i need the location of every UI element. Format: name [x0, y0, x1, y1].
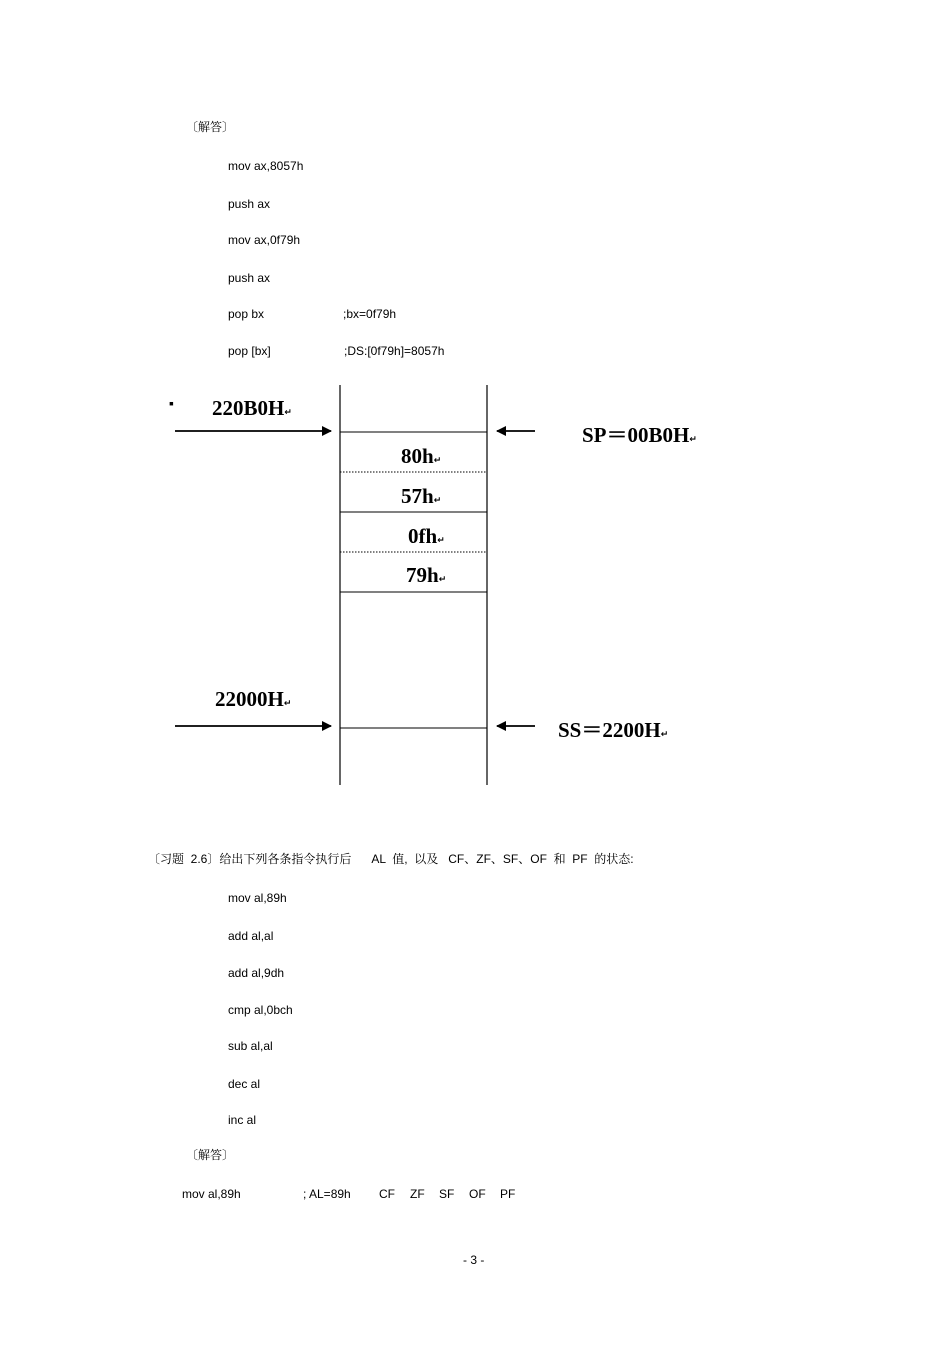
code-line: inc al	[228, 1113, 257, 1127]
code-line: dec al	[228, 1077, 261, 1091]
code-line: push ax	[228, 271, 271, 285]
code-line: cmp al,0bch	[228, 1003, 293, 1017]
flag-of: OF	[469, 1187, 486, 1201]
stack-cell-0fh: 0fh↵	[408, 524, 445, 548]
code-line: mov ax,8057h	[228, 159, 304, 173]
stack-cell-57h: 57h↵	[401, 484, 442, 508]
flag-cf: CF	[379, 1187, 395, 1201]
flag-pf: PF	[500, 1187, 516, 1201]
code-line: mov al,89h	[228, 891, 287, 905]
flag-sf: SF	[439, 1187, 455, 1201]
bullet-marker: ▪	[169, 395, 174, 411]
page-number: - 3 -	[463, 1253, 485, 1267]
code-comment: ;DS:[0f79h]=8057h	[344, 344, 445, 358]
stack-cell-80h: 80h↵	[401, 444, 442, 468]
answer-heading: 〔解答〕	[186, 1148, 235, 1162]
exercise-title: 〔习题 2.6〕给出下列各条指令执行后 AL 值, 以及 CF、ZF、SF、OF 和 PF 的状态:	[148, 852, 634, 866]
code-line: pop [bx]	[228, 344, 271, 358]
code-line: sub al,al	[228, 1039, 273, 1053]
code-line: add al,al	[228, 929, 274, 943]
code-comment: ;bx=0f79h	[343, 307, 397, 321]
answer-heading: 〔解答〕	[186, 120, 235, 134]
bottom-address-label: 22000H↵	[215, 687, 292, 711]
code-line: add al,9dh	[228, 966, 285, 980]
stack-cell-79h: 79h↵	[406, 563, 447, 587]
code-comment: ; AL=89h	[303, 1187, 351, 1201]
flag-zf: ZF	[410, 1187, 425, 1201]
ss-label: SS＝2200H↵	[558, 718, 669, 742]
code-line: mov ax,0f79h	[228, 233, 301, 247]
sp-label: SP＝00B0H↵	[582, 423, 697, 447]
code-line: pop bx	[228, 307, 265, 321]
top-address-label: 220B0H↵	[212, 396, 292, 420]
code-line: push ax	[228, 197, 271, 211]
code-line: mov al,89h	[182, 1187, 241, 1201]
